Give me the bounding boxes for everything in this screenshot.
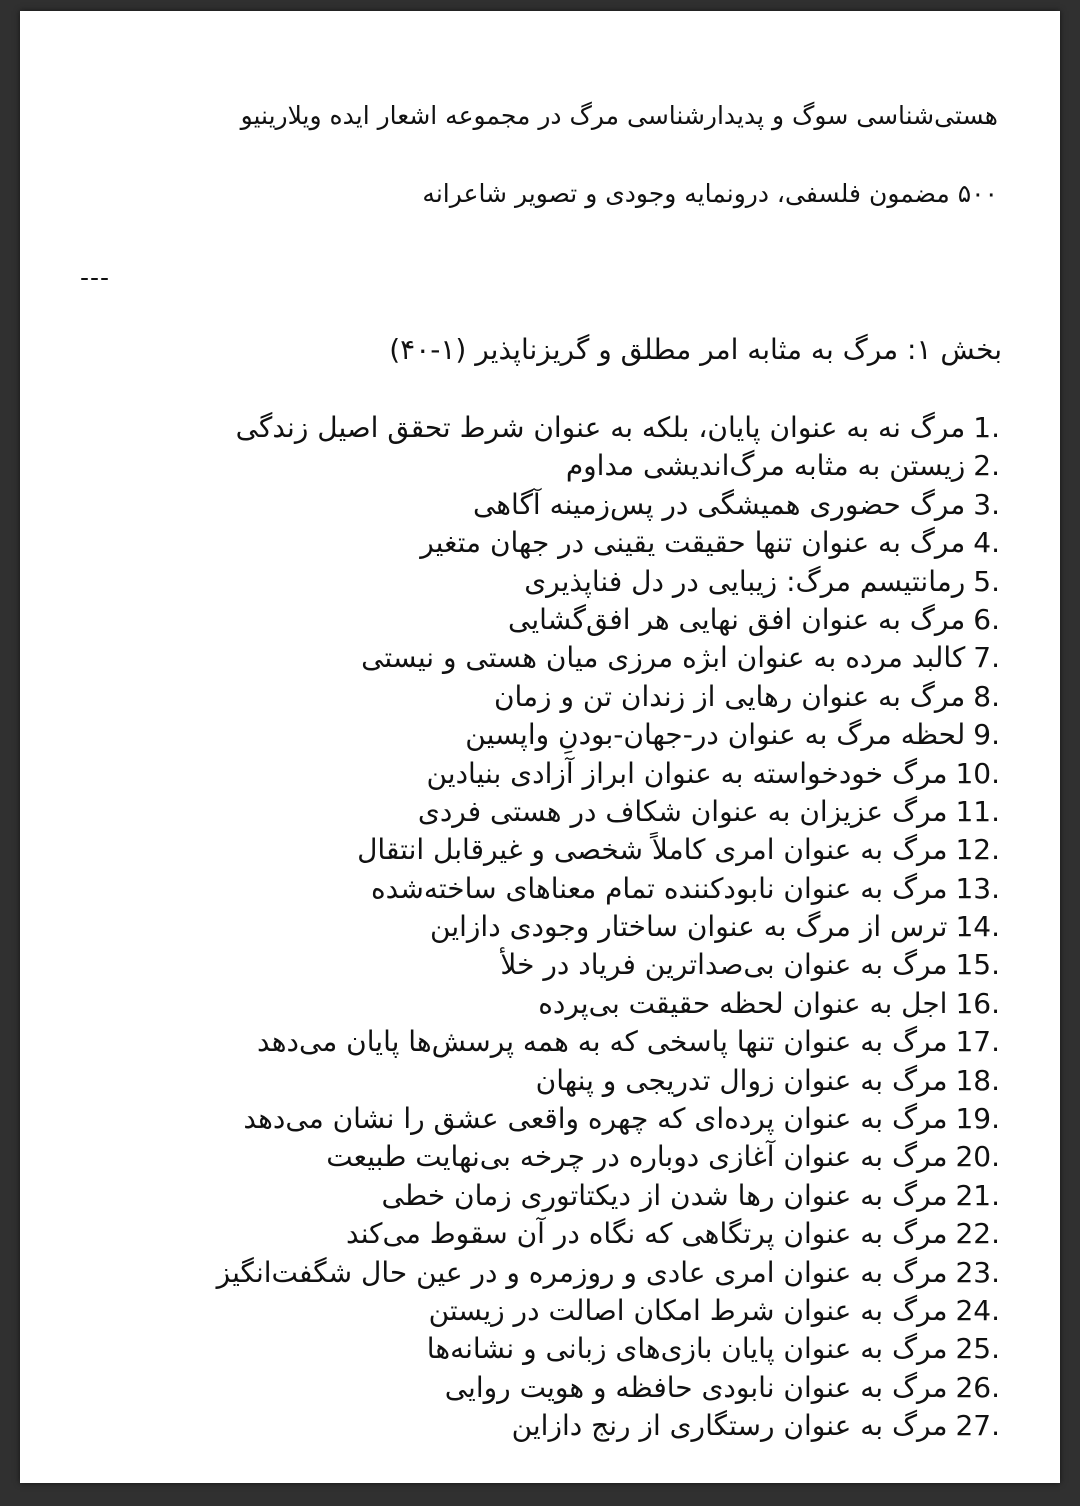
list-item-text: مرگ به عنوان امری کاملاً شخصی و غیرقابل انتقال	[357, 833, 948, 867]
list-item-number: 8.	[973, 679, 1000, 713]
list-item-number: 18.	[955, 1063, 1000, 1097]
list-item-text: مرگ به عنوان رها شدن از دیکتاتوری زمان خطی	[381, 1178, 948, 1212]
list-item-number: 3.	[973, 487, 1000, 521]
list-item-number: 5.	[973, 564, 1000, 598]
list-item-text: مرگ نه به عنوان پایان، بلکه به عنوان شرط تحقق اصیل زندگی	[235, 411, 966, 444]
list-item-number: 27.	[955, 1409, 1000, 1443]
list-item	[80, 1330, 1000, 1368]
list-item-text: مرگ به عنوان رستگاری از رنج دازاین	[511, 1409, 948, 1443]
list-item-text: مرگ به عنوان پرده‌ای که چهره واقعی عشق را نشان می‌دهد	[243, 1102, 948, 1136]
list-item-number: 25.	[955, 1332, 1000, 1366]
list-item-text: مرگ به عنوان نابودکننده تمام معناهای ساخته‌شده	[371, 871, 948, 905]
list-item	[80, 1292, 1000, 1330]
list-item-number: 13.	[955, 871, 1000, 905]
list-item-number: 20.	[955, 1140, 1000, 1174]
list-item	[80, 1062, 1000, 1100]
document-subtitle: ۵۰۰ مضمون فلسفی، درونمایه وجودی و تصویر شاعرانه	[422, 179, 998, 208]
section-heading: بخش ۱: مرگ به مثابه امر مطلق و گریزناپذیر (۱-۴۰)	[389, 333, 1002, 366]
list-item-text: مرگ به عنوان زوال تدریجی و پنهان	[535, 1063, 948, 1097]
list-item-number: 6.	[973, 602, 1000, 636]
list-item-number: 2.	[973, 449, 1000, 483]
list-item-text: رمانتیسم مرگ: زیبایی در دل فناپذیری	[524, 564, 966, 598]
list-item-text: مرگ به عنوان تنها حقیقت یقینی در جهان متغیر	[420, 526, 966, 560]
list-item-text: مرگ خودخواسته به عنوان ابراز آزادی بنیادین	[426, 756, 948, 790]
list-item-text: مرگ به عنوان رهایی از زندان تن و زمان	[493, 679, 966, 713]
list-item	[80, 946, 1000, 984]
separator: ---	[80, 263, 111, 292]
list-item-number: 7.	[973, 641, 1000, 675]
list-item	[80, 1407, 1000, 1445]
list-item-text: مرگ به عنوان امری عادی و روزمره و در عین حال شگفت‌انگیز	[216, 1255, 948, 1289]
list-item-text: مرگ به عنوان پایان بازی‌های زبانی و نشانه‌ها	[426, 1332, 948, 1366]
list-item	[80, 1254, 1000, 1292]
document-title: هستی‌شناسی سوگ و پدیدارشناسی مرگ در مجموعه اشعار ایده ویلارینیو	[240, 101, 998, 130]
list-item-text: ترس از مرگ به عنوان ساختار وجودی دازاین	[430, 910, 948, 944]
list-item-text: اجل به عنوان لحظه حقیقت بی‌پرده	[538, 986, 948, 1020]
list-item-number: 26.	[955, 1370, 1000, 1404]
list-item-number: 21.	[955, 1178, 1000, 1212]
list-item-number: 11.	[955, 794, 1000, 828]
list-item	[80, 524, 1000, 562]
list-item	[80, 601, 1000, 639]
list-item-number: 22.	[955, 1217, 1000, 1251]
document-page	[20, 11, 1060, 1483]
list-item	[80, 793, 1000, 831]
topic-list	[80, 409, 1000, 1446]
list-item-number: 19.	[955, 1102, 1000, 1136]
list-item	[80, 678, 1000, 716]
list-item-number: 9.	[973, 718, 1000, 752]
list-item-number: 17.	[955, 1025, 1000, 1059]
list-item	[80, 1369, 1000, 1407]
list-item-number: 1.	[973, 411, 1000, 444]
list-item-number: 4.	[973, 526, 1000, 560]
list-item-text: مرگ به عنوان پرتگاهی که نگاه در آن سقوط می‌کند	[346, 1217, 948, 1251]
list-item	[80, 985, 1000, 1023]
list-item	[80, 409, 1000, 447]
list-item	[80, 639, 1000, 677]
list-item-number: 16.	[955, 986, 1000, 1020]
list-item-number: 24.	[955, 1293, 1000, 1327]
list-item-text: مرگ به عنوان تنها پاسخی که به همه پرسش‌ها پایان می‌دهد	[257, 1025, 948, 1059]
list-item	[80, 716, 1000, 754]
list-item	[80, 486, 1000, 524]
list-item	[80, 563, 1000, 601]
list-item-text: مرگ حضوری همیشگی در پس‌زمینه آگاهی	[472, 487, 966, 521]
list-item-text: مرگ به عنوان افق نهایی هر افق‌گشایی	[508, 602, 966, 636]
list-item-number: 12.	[955, 833, 1000, 867]
list-item	[80, 870, 1000, 908]
list-item	[80, 1023, 1000, 1061]
list-item-number: 15.	[955, 948, 1000, 982]
list-item	[80, 1177, 1000, 1215]
list-item-text: کالبد مرده به عنوان ابژه مرزی میان هستی و نیستی	[361, 641, 966, 675]
list-item-text: زیستن به مثابه مرگ‌اندیشی مداوم	[565, 449, 966, 483]
list-item	[80, 755, 1000, 793]
list-item-text: مرگ به عنوان نابودی حافظه و هویت روایی	[444, 1370, 948, 1404]
list-item	[80, 1100, 1000, 1138]
list-item	[80, 1215, 1000, 1253]
list-item	[80, 447, 1000, 485]
list-item-text: مرگ به عنوان بی‌صداترین فریاد در خلأ	[500, 948, 948, 982]
list-item	[80, 908, 1000, 946]
list-item-number: 23.	[955, 1255, 1000, 1289]
list-item-text: مرگ به عنوان شرط امکان اصالت در زیستن	[428, 1293, 948, 1327]
list-item	[80, 1138, 1000, 1176]
list-item-text: مرگ به عنوان آغازی دوباره در چرخه بی‌نهایت طبیعت	[326, 1140, 948, 1174]
list-item-text: مرگ عزیزان به عنوان شکاف در هستی فردی	[417, 794, 948, 828]
list-item-number: 14.	[955, 910, 1000, 944]
list-item	[80, 831, 1000, 869]
list-item-text: لحظه مرگ به عنوان در-جهان-بودنِ واپسین	[465, 718, 966, 752]
list-item-number: 10.	[955, 756, 1000, 790]
